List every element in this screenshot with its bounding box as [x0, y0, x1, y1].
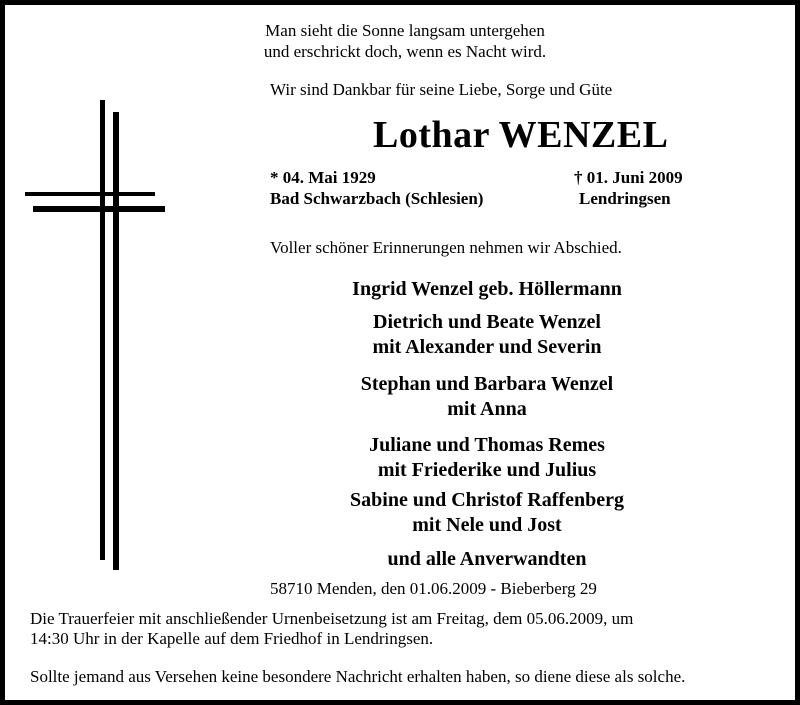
family-member-2-children: mit Alexander und Severin [372, 336, 602, 358]
family-member-3-children: mit Anna [447, 398, 527, 420]
ceremony-line-2: 14:30 Uhr in der Kapelle auf dem Friedhof in Lendringsen. [30, 629, 434, 648]
family-member-5: Sabine und Christof Raffenberg [350, 489, 624, 511]
family-member-3: Stephan und Barbara Wenzel [360, 373, 614, 395]
family-member-2: Dietrich und Beate Wenzel [373, 311, 601, 333]
family-member-4: Juliane und Thomas Remes [369, 434, 605, 456]
ceremony-line-1: Die Trauerfeier mit anschließender Urnenbeisetzung ist am Freitag, dem 05.06.2009, um [30, 609, 634, 628]
farewell-line: Voller schöner Erinnerungen nehmen wir Abschied. [270, 238, 622, 257]
thanks-line: Wir sind Dankbar für seine Liebe, Sorge und Güte [270, 80, 613, 99]
death-date: † 01. Juni 2009 [574, 168, 683, 187]
family-member-5-children: mit Nele und Jost [412, 514, 562, 536]
address-line: 58710 Menden, den 01.06.2009 - Bieberberg 29 [270, 579, 597, 598]
poem-line-1: Man sieht die Sonne langsam untergehen [265, 21, 545, 40]
birth-place: Bad Schwarzbach (Schlesien) [270, 189, 484, 208]
birth-date: * 04. Mai 1929 [270, 168, 376, 187]
family-member-4-children: mit Friederike und Julius [377, 459, 597, 481]
relatives-line: und alle Anverwandten [387, 548, 587, 570]
notice-line: Sollte jemand aus Versehen keine besondere Nachricht erhalten haben, so diene diese als solche. [30, 667, 686, 686]
poem-line-2: und erschrickt doch, wenn es Nacht wird. [263, 42, 547, 61]
deceased-name: Lothar WENZEL [373, 114, 669, 156]
family-member-1: Ingrid Wenzel geb. Höllermann [352, 278, 622, 300]
death-place: Lendringsen [579, 189, 671, 208]
